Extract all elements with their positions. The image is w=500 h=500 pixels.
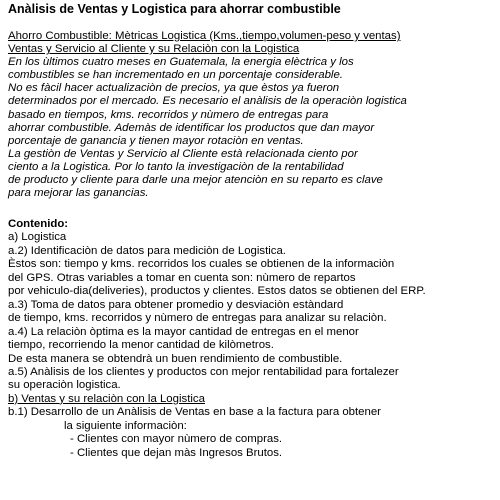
contenido-line: a.5) Anàlisis de los clientes y productos con mejor rentabilidad para fortalezer xyxy=(8,365,399,378)
contenido-line: a.3) Toma de datos para obtener promedio y desviaciòn estàndard xyxy=(8,298,344,311)
intro-paragraph-line: La gestiòn de Ventas y Servicio al Cliente està relacionada ciento por xyxy=(8,147,358,160)
contenido-line: por vehiculo-dia(deliveries), productos y clientes. Estos datos se obtienen del ERP. xyxy=(8,285,426,298)
contenido-section xyxy=(8,218,496,460)
contenido-bullet-item: - Clientes con mayor nùmero de compras. xyxy=(70,433,283,446)
section-spacer xyxy=(8,200,496,218)
intro-section xyxy=(8,30,496,200)
contenido-heading: Contenido: xyxy=(8,218,69,231)
intro-paragraph-line: porcentaje de ganancia y tienen mayor rotaciòn en ventas. xyxy=(8,134,304,147)
document-title: Anàlisis de Ventas y Logistica para ahorrar combustible xyxy=(8,2,341,16)
intro-paragraph-line: determinados por el mercado. Es necesario el anàlisis de la operaciòn logistica xyxy=(8,95,407,108)
contenido-indented-line: la siguiente informaciòn: xyxy=(64,419,187,432)
contenido-line: a.4) La relaciòn òptima es la mayor cantidad de entregas en el menor xyxy=(8,325,359,338)
contenido-line: De esta manera se obtendrà un buen rendimiento de combustible. xyxy=(8,352,343,365)
contenido-line: Èstos son: tiempo y kms. recorridos los cuales se obtienen de la informaciòn xyxy=(8,258,395,271)
contenido-line: b.1) Desarrollo de un Anàlisis de Ventas en base a la factura para obtener xyxy=(8,406,381,419)
intro-paragraph-line: ciento a la Logistica. Por lo tanto la investigaciòn de la rentabilidad xyxy=(8,160,344,173)
intro-paragraph-line: de producto y cliente para darle una mejor atenciòn en su reparto es clave xyxy=(8,174,383,187)
contenido-line: tiempo, recorriendo la menor cantidad de kilòmetros. xyxy=(8,339,274,352)
intro-paragraph-line: basado en tiempos, kms. recorridos y nùmero de entregas para xyxy=(8,108,329,121)
contenido-line: su operaciòn logistica. xyxy=(8,379,121,392)
intro-paragraph-line: ahorrar combustible. Ademàs de identificar los productos que dan mayor xyxy=(8,121,375,134)
contenido-line: del GPS. Otras variables a tomar en cuenta son: nùmero de repartos xyxy=(8,271,356,284)
intro-paragraph-line: En los ùltimos cuatro meses en Guatemala, la energia elèctrica y los xyxy=(8,56,354,69)
intro-subtitle-sales: Ventas y Servicio al Cliente y su Relaciòn con la Logistica xyxy=(8,43,300,56)
contenido-bullet-item: - Clientes que dejan màs Ingresos Brutos. xyxy=(70,446,283,459)
contenido-line: a) Logistica xyxy=(8,231,67,244)
intro-paragraph-line: combustibles se han incrementado en un porcentaje considerable. xyxy=(8,69,343,82)
intro-paragraph-line: para mejorar las ganancias. xyxy=(8,187,149,200)
contenido-line: a.2) Identificaciòn de datos para mediciòn de Logistica. xyxy=(8,244,286,257)
contenido-line: de tiempo, kms. recorridos y nùmero de entregas para analizar su relaciòn. xyxy=(8,312,387,325)
intro-subtitle-fuel: Ahorro Combustible: Mètricas Logistica (Kms.,tiempo,volumen-peso y ventas) xyxy=(8,30,401,42)
document xyxy=(8,2,496,460)
intro-paragraph-line: No es fàcil hacer actualizaciòn de precios, ya que èstos ya fueron xyxy=(8,82,340,95)
contenido-subheading-ventas: b) Ventas y su relaciòn con la Logistica xyxy=(8,392,205,405)
